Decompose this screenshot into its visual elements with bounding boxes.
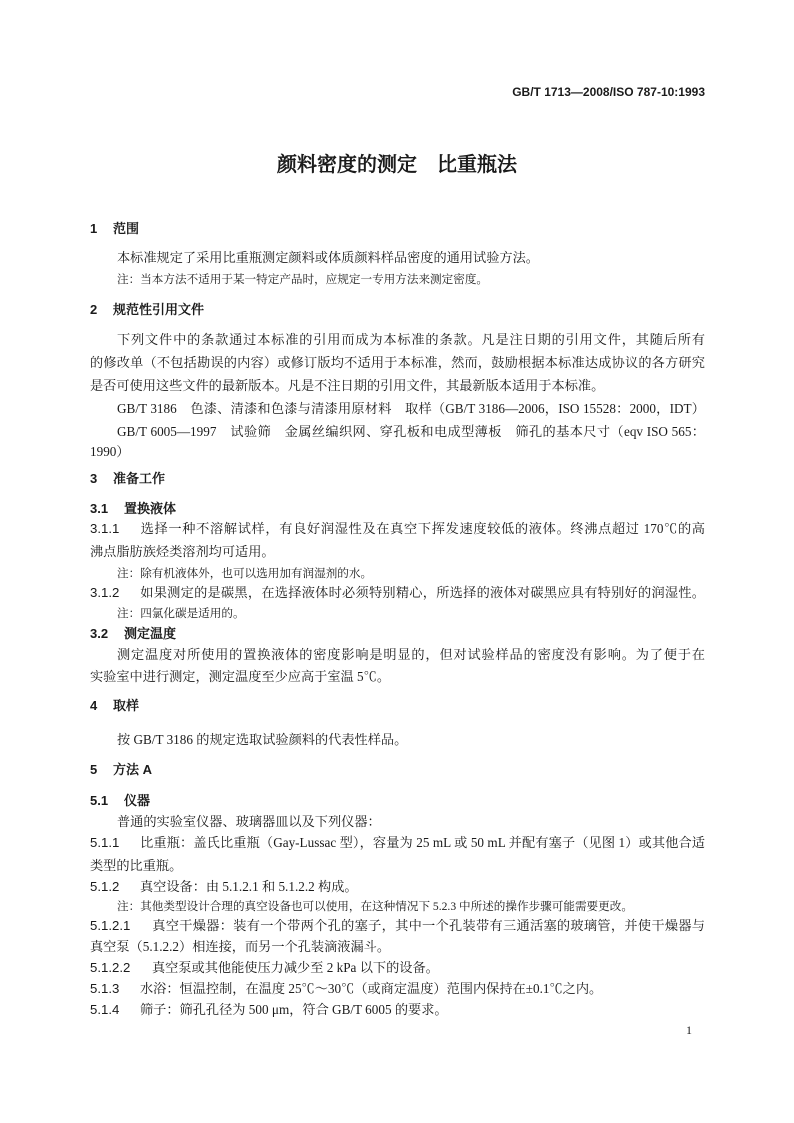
standard-code-header: GB/T 1713—2008/ISO 787-10:1993 [512, 85, 705, 99]
clause-5-1-2-1-line-1 [90, 918, 705, 934]
clause-text: 筛子：筛孔孔径为 500 μm，符合 GB/T 6005 的要求。 [140, 1002, 448, 1017]
section-title: 范围 [113, 221, 140, 236]
clause-number: 5.1 [90, 793, 109, 808]
clause-3-1-1-note: 注：除有机液体外，也可以选用加有润湿剂的水。 [117, 567, 373, 580]
clause-number: 5.1.2.2 [90, 960, 131, 975]
section-5-heading [90, 762, 705, 778]
clause-number: 5.1.1 [90, 835, 120, 850]
clause-5-1-heading [90, 793, 705, 809]
clause-number: 3.1.1 [90, 521, 120, 536]
section-3-heading [90, 471, 705, 487]
clause-title: 仪器 [124, 793, 151, 808]
section-number: 3 [90, 471, 98, 486]
clause-number: 3.1 [90, 501, 109, 516]
clause-text: 真空设备：由 5.1.2.1 和 5.1.2.2 构成。 [140, 879, 358, 894]
section-2-intro-line-1: 下列文件中的条款通过本标准的引用而成为本标准的条款。凡是注日期的引用文件，其随后所有 [117, 332, 705, 347]
clause-text: 水浴：恒温控制，在温度 25℃～30℃（或商定温度）范围内保持在±0.1℃之内。 [140, 981, 603, 996]
clause-number: 5.1.3 [90, 981, 120, 996]
section-1-note: 注：当本方法不适用于某一特定产品时，应规定一专用方法来测定密度。 [117, 273, 489, 286]
clause-number: 3.2 [90, 626, 109, 641]
clause-text: 比重瓶：盖氏比重瓶（Gay-Lussac 型），容量为 25 mL 或 50 mL 并配有塞子（见图 1）或其他合适 [140, 835, 705, 850]
clause-5-1-1-line-2: 类型的比重瓶。 [90, 858, 183, 873]
clause-3-2-line-2: 实验室中进行测定，测定温度至少应高于室温 5℃。 [90, 669, 391, 684]
clause-5-1-1-line-1 [90, 835, 705, 851]
clause-text: 真空干燥器：装有一个带两个孔的塞子，其中一个孔装带有三通活塞的玻璃管，并使干燥器与 [152, 918, 705, 933]
clause-3-1-2-note: 注：四氯化碳是适用的。 [117, 607, 245, 620]
clause-3-1-1-line-2: 沸点脂肪族烃类溶剂均可适用。 [90, 544, 275, 559]
clause-title: 测定温度 [124, 626, 177, 641]
section-number: 4 [90, 698, 98, 713]
page-number: 1 [686, 1023, 692, 1037]
clause-5-1-2-1-line-2: 真空泵（5.1.2.2）相连接，而另一个孔装滴液漏斗。 [90, 939, 391, 954]
section-4-heading [90, 698, 705, 714]
section-2-intro-line-2: 的修改单（不包括勘误的内容）或修订版均不适用于本标准，然而，鼓励根据本标准达成协议的各方研究 [90, 355, 705, 370]
clause-3-2-line-1: 测定温度对所使用的置换液体的密度影响是明显的，但对试验样品的密度没有影响。为了便于在 [117, 647, 705, 662]
section-1-heading [90, 221, 705, 237]
clause-text: 选择一种不溶解试样，有良好润湿性及在真空下挥发速度较低的液体。终沸点超过 170℃的高 [140, 521, 705, 536]
clause-5-1-2-note: 注：其他类型设计合理的真空设备也可以使用，在这种情况下 5.2.3 中所述的操作步骤可能需要更改。 [117, 900, 633, 913]
section-1-text: 本标准规定了采用比重瓶测定颜料或体质颜料样品密度的通用试验方法。 [117, 250, 539, 265]
clause-5-1-text: 普通的实验室仪器、玻璃器皿以及下列仪器： [117, 814, 381, 829]
clause-3-2-heading [90, 626, 705, 642]
section-number: 1 [90, 221, 98, 236]
clause-3-1-2-line-1 [90, 585, 705, 601]
section-number: 2 [90, 302, 98, 317]
section-number: 5 [90, 762, 98, 777]
clause-3-1-1-line-1 [90, 521, 705, 537]
clause-text: 如果测定的是碳黑，在选择液体时必须特别精心，所选择的液体对碳黑应具有特别好的润湿性。 [140, 585, 705, 600]
clause-5-1-2-line-1 [90, 879, 705, 895]
clause-number: 5.1.2.1 [90, 918, 131, 933]
section-title: 取样 [113, 698, 140, 713]
clause-5-1-3-line-1 [90, 981, 705, 997]
section-2-intro-line-3: 是否可使用这些文件的最新版本。凡是不注日期的引用文件，其最新版本适用于本标准。 [90, 378, 605, 393]
section-title: 规范性引用文件 [113, 302, 205, 317]
reference-gbt-6005-line-1: GB/T 6005—1997 试验筛 金属丝编织网、穿孔板和电成型薄板 筛孔的基本尺寸（eqv ISO 565： [117, 424, 705, 439]
clause-number: 5.1.2 [90, 879, 120, 894]
clause-number: 5.1.4 [90, 1002, 120, 1017]
clause-number: 3.1.2 [90, 585, 120, 600]
section-2-heading [90, 302, 705, 318]
clause-5-1-4-line-1 [90, 1002, 705, 1018]
clause-title: 置换液体 [124, 501, 177, 516]
section-4-text: 按 GB/T 3186 的规定选取试验颜料的代表性样品。 [117, 732, 408, 747]
clause-5-1-2-2-line-1 [90, 960, 705, 976]
reference-gbt-6005-line-2: 1990） [90, 444, 130, 459]
reference-gbt-3186: GB/T 3186 色漆、清漆和色漆与清漆用原材料 取样（GB/T 3186—2006，ISO 15528：2000，IDT） [117, 401, 705, 416]
clause-3-1-heading [90, 501, 705, 517]
document-title: 颜料密度的测定 比重瓶法 [277, 154, 517, 176]
clause-text: 真空泵或其他能使压力减少至 2 kPa 以下的设备。 [152, 960, 439, 975]
section-title: 方法 A [113, 762, 153, 777]
section-title: 准备工作 [113, 471, 166, 486]
